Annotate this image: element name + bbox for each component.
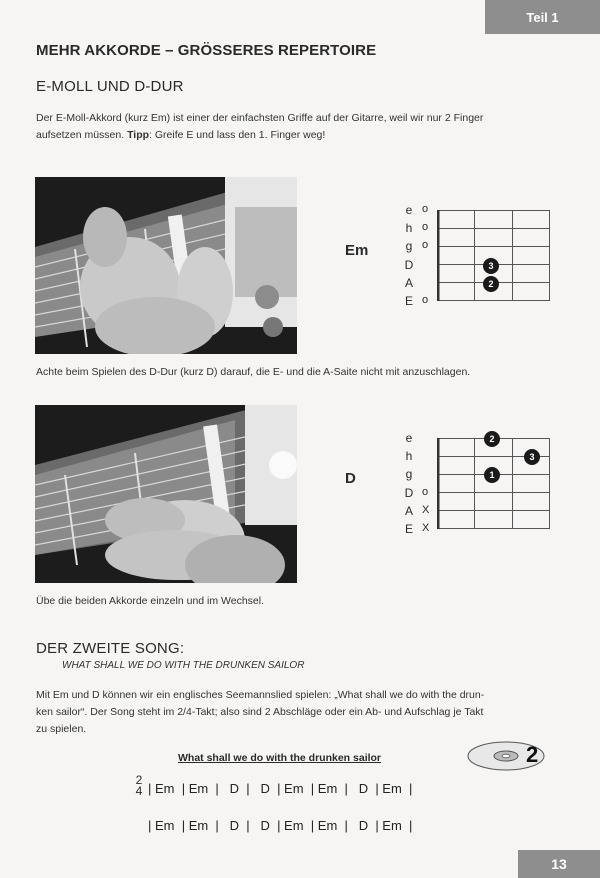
em-string-d: D [404, 258, 414, 272]
d-mute-marker: X [422, 504, 430, 516]
tip-label: Tipp [127, 129, 150, 141]
intro-line-2: aufsetzen müssen. Tipp: Greife E und lass den 1. Finger weg! [36, 129, 326, 141]
section-title-second-song: DER ZWEITE SONG: [36, 640, 185, 657]
page-title: MEHR AKKORDE – GRÖSSERES REPERTOIRE [36, 42, 377, 59]
song-subtitle: WHAT SHALL WE DO WITH THE DRUNKEN SAILOR [62, 660, 305, 671]
em-open-marker: o [422, 294, 429, 306]
song-title: What shall we do with the drunken sailor [178, 752, 382, 764]
em-string-a: A [404, 276, 413, 290]
em-string-low-e: E [404, 294, 413, 308]
em-string-h: h [405, 221, 413, 235]
d-finger-3: 3 [524, 449, 540, 465]
em-open-marker: o [422, 221, 429, 233]
em-open-marker: o [422, 239, 429, 251]
em-chord-name: Em [345, 242, 369, 259]
em-open-marker: o [422, 203, 429, 215]
chord-row-1: | Em | Em | D | D | Em | Em | D | Em | [148, 781, 413, 796]
song-intro-line-2: ken sailor“. Der Song steht im 2/4-Takt; also sind 2 Abschläge oder ein Ab- und Aufschlag je Takt [36, 706, 484, 718]
d-string-e: e [405, 431, 413, 445]
section-tab: Teil 1 [485, 0, 600, 34]
d-chord-name: D [345, 470, 356, 487]
em-chord-diagram [400, 200, 560, 315]
em-chord-photo [35, 177, 297, 354]
page-number: 13 [518, 850, 600, 878]
d-chord-photo [35, 405, 297, 583]
cd-track-badge [466, 738, 554, 774]
em-string-e: e [405, 203, 413, 217]
d-finger-1: 1 [484, 467, 500, 483]
song-intro-line-3: zu spielen. [36, 723, 87, 735]
em-finger-2: 2 [483, 276, 499, 292]
cd-track-number: 2 [526, 742, 539, 767]
section-title-em-d: E-MOLL UND D-DUR [36, 78, 184, 95]
d-chord-note: Achte beim Spielen des D-Dur (kurz D) darauf, die E- und die A-Saite nicht mit anzuschlagen. [36, 366, 471, 378]
d-string-h: h [405, 449, 413, 463]
d-open-marker: o [422, 486, 429, 498]
d-string-a: A [404, 504, 413, 518]
em-finger-3: 3 [483, 258, 499, 274]
d-mute-marker: X [422, 522, 430, 534]
intro-paragraph [36, 110, 566, 144]
chord-row-2: | Em | Em | D | D | Em | Em | D | Em | [148, 818, 413, 833]
d-finger-2: 2 [484, 431, 500, 447]
d-string-d: D [404, 486, 414, 500]
d-string-g: g [405, 467, 413, 481]
song-intro-paragraph [36, 687, 566, 738]
d-chord-diagram [400, 428, 560, 543]
d-string-low-e: E [404, 522, 413, 536]
song-intro-line-1: Mit Em und D können wir ein englisches Seemannslied spielen: „What shall we do with the drun- [36, 689, 485, 701]
intro-line-1: Der E-Moll-Akkord (kurz Em) ist einer der einfachsten Griffe auf der Gitarre, weil wir nur 2 Finger [36, 112, 484, 124]
em-string-g: g [405, 239, 413, 253]
practice-text: Übe die beiden Akkorde einzeln und im Wechsel. [36, 595, 265, 607]
time-signature: 2 4 [135, 773, 143, 798]
cd-icon [466, 738, 554, 774]
